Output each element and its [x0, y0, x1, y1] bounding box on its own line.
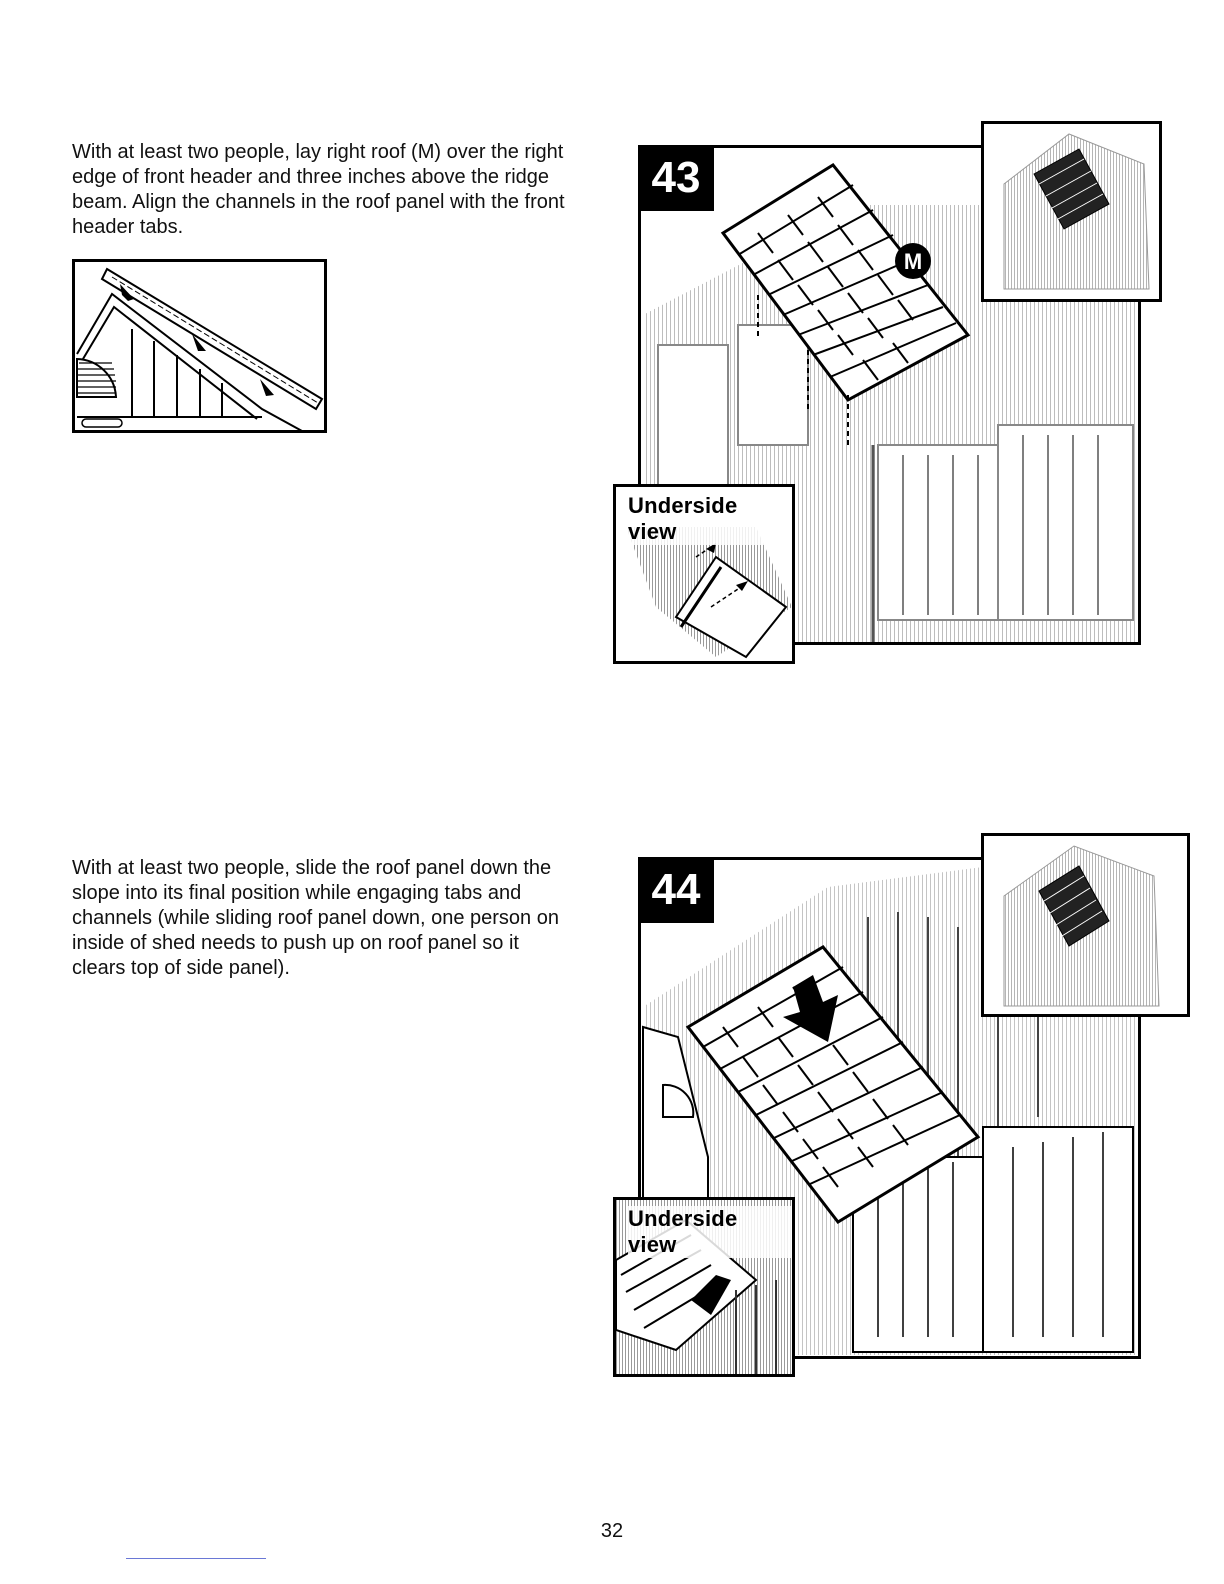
- underside-view-label: Underside view: [628, 493, 792, 545]
- page-number: 32: [600, 1520, 624, 1542]
- step-43-number: 43: [638, 145, 714, 211]
- step-44-underside-view: [613, 1197, 795, 1377]
- step-44-instruction: With at least two people, slide the roof panel down the slope into its final position while engaging tabs and channels (while sliding roof panel down, one person on inside of shed needs to push up on roof panel so it clears top of side panel).: [72, 857, 559, 979]
- step-43-underside-view: [613, 484, 795, 664]
- step-43-detail-figure: [72, 259, 327, 433]
- part-m-label: M: [903, 249, 923, 274]
- underside-view-label: Underside view: [628, 1206, 792, 1258]
- step-43-thumbnail: [981, 121, 1162, 302]
- footer-rule: [126, 1558, 266, 1559]
- step-44-number: 44: [638, 857, 714, 923]
- step-44-thumbnail: [981, 833, 1190, 1017]
- step-43-instruction: With at least two people, lay right roof (M) over the right edge of front header and three inches above the ridge beam. Align the channels in the roof panel with the front header tabs.: [72, 141, 565, 238]
